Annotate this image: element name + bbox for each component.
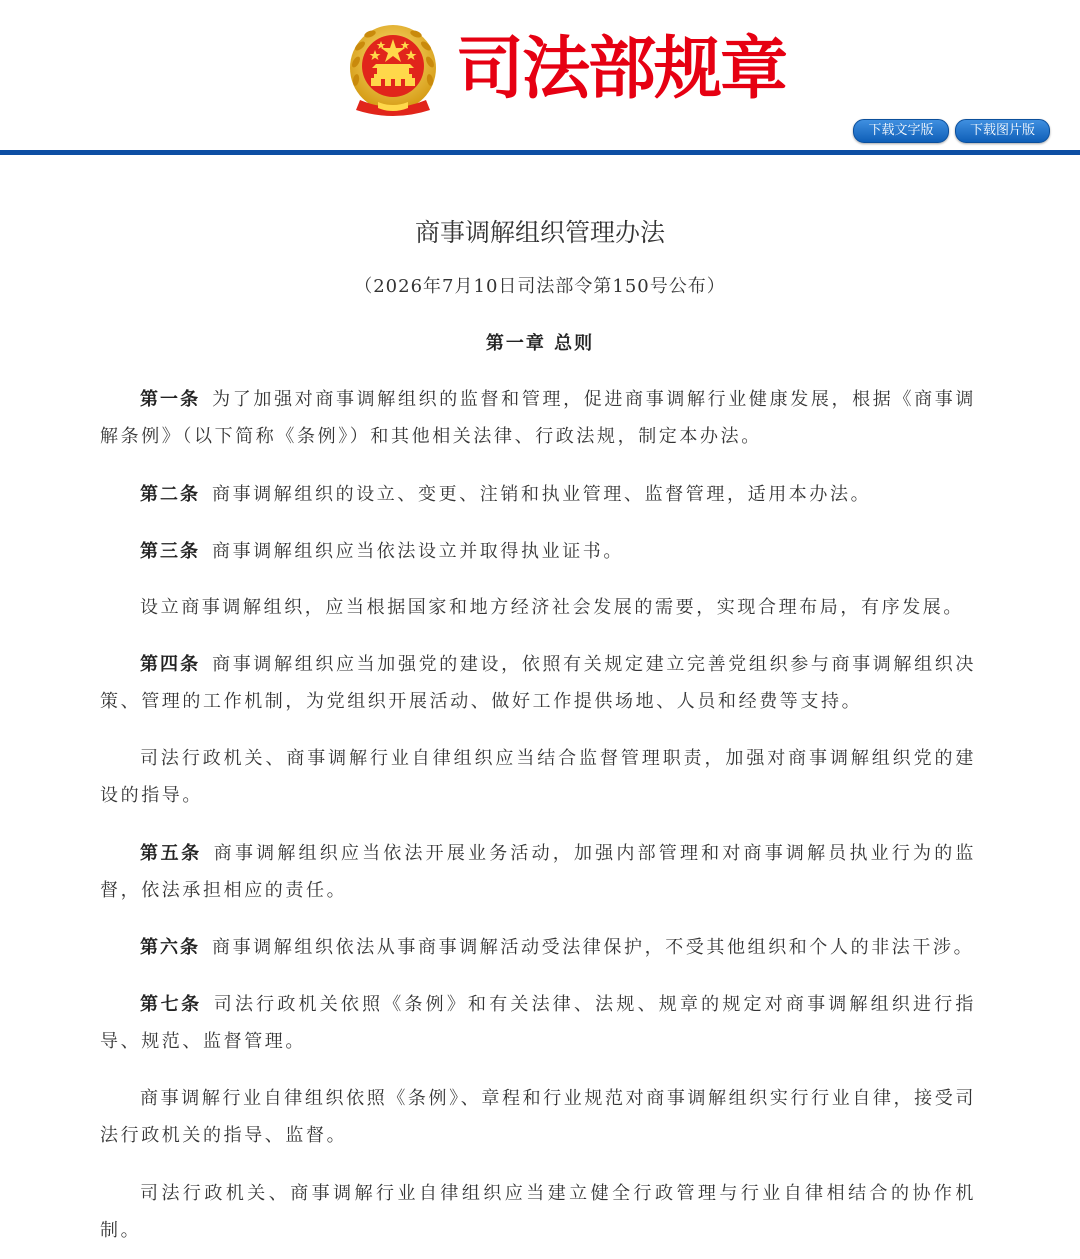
paragraph-text: 商事调解组织的设立、变更、注销和执业管理、监督管理，适用本办法。 [212, 484, 872, 505]
article-number: 第二条 [140, 484, 200, 505]
paragraph-text: 商事调解组织依法从事商事调解活动受法律保护，不受其他组织和个人的非法干涉。 [212, 937, 975, 958]
paragraph [100, 740, 976, 814]
paragraph-text: 商事调解组织应当依法开展业务活动，加强内部管理和对商事调解员执业行为的监督，依法承担相应的责任。 [100, 843, 977, 901]
paragraph-text: 商事调解行业自律组织依照《条例》、章程和行业规范对商事调解组织实行行业自律，接受司法行政机关的指导、监督。 [100, 1088, 976, 1146]
paragraph [100, 1080, 976, 1154]
national-emblem-icon [348, 22, 438, 118]
paragraph-text: 司法行政机关、商事调解行业自律组织应当结合监督管理职责，加强对商事调解组织党的建设的指导。 [100, 748, 976, 806]
paragraph-text: 设立商事调解组织，应当根据国家和地方经济社会发展的需要，实现合理布局，有序发展。 [140, 597, 964, 618]
paragraph-text: 司法行政机关依照《条例》和有关法律、法规、规章的规定对商事调解组织进行指导、规范、监督管理。 [100, 994, 977, 1052]
chapter-title: 第一章 总则 [485, 333, 595, 354]
paragraph [100, 381, 976, 455]
download-text-version-button[interactable]: 下载文字版 [853, 119, 949, 143]
header-divider [0, 150, 1080, 155]
paragraph-text: 司法行政机关、商事调解行业自律组织应当建立健全行政管理与行业自律相结合的协作机制。 [100, 1183, 976, 1241]
paragraph [100, 835, 976, 909]
paragraph-text: 商事调解组织应当依法设立并取得执业证书。 [212, 541, 624, 562]
paragraph [100, 646, 976, 720]
paragraph [100, 929, 976, 966]
paragraph [100, 476, 976, 513]
document-subtitle: （2026年7月10日司法部令第150号公布） [354, 276, 726, 297]
article-number: 第七条 [140, 994, 202, 1015]
article-number: 第五条 [140, 843, 202, 864]
article-number: 第一条 [140, 389, 201, 410]
site-title: 司法部规章 [456, 30, 787, 109]
article-number: 第六条 [140, 937, 200, 958]
article-number: 第三条 [140, 541, 200, 562]
document-title: 商事调解组织管理办法 [414, 218, 665, 247]
article-number: 第四条 [140, 654, 201, 675]
paragraph [100, 533, 976, 570]
paragraph [100, 986, 976, 1060]
download-image-version-button[interactable]: 下载图片版 [955, 119, 1050, 143]
paragraph [100, 1175, 976, 1249]
site-header [0, 0, 1080, 150]
paragraph [100, 589, 976, 626]
paragraph-text: 为了加强对商事调解组织的监督和管理，促进商事调解行业健康发展，根据《商事调解条例》（以下简称《条例》）和其他相关法律、行政法规，制定本办法。 [100, 389, 976, 447]
paragraph-text: 商事调解组织应当加强党的建设，依照有关规定建立完善党组织参与商事调解组织决策、管理的工作机制，为党组织开展活动、做好工作提供场地、人员和经费等支持。 [100, 654, 976, 712]
